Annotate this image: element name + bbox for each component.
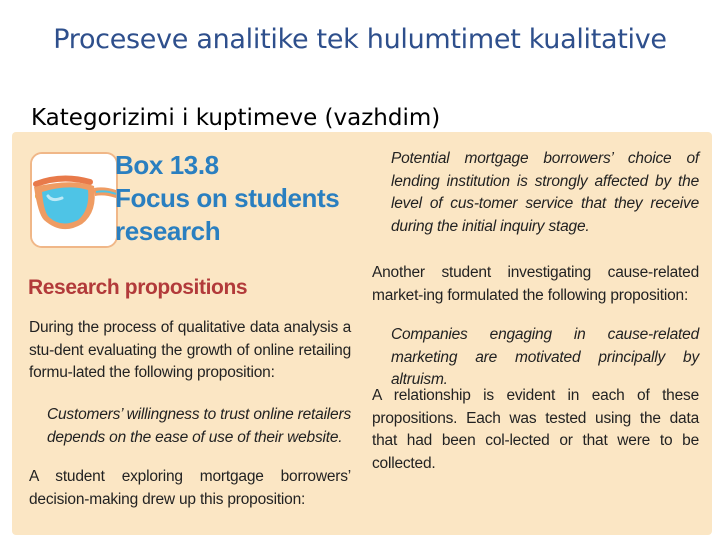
right-proposition: Companies engaging in cause-related marketing are motivated principally by altruism. — [391, 326, 699, 388]
slide-title: Proceseve analitike tek hulumtimet kualitative — [53, 24, 667, 55]
right-paragraph: A relationship is evident in each of these propositions. Each was tested using the data that had been col-lected or that were to be collected. — [372, 387, 699, 472]
box-number: Box 13.8 — [115, 150, 219, 180]
right-paragraph: Another student investigating cause-related market-ing formulated the following proposition: — [372, 264, 699, 304]
sunglasses-icon — [30, 152, 118, 248]
right-proposition: Potential mortgage borrowers’ choice of lending institution is strongly affected by the level of cus-tomer service that they receive during the initial inquiry stage. — [391, 150, 699, 235]
slide-subtitle: Kategorizimi i kuptimeve (vazhdim) — [31, 105, 441, 131]
left-proposition: Customers’ willingness to trust online retailers depends on the ease of use of their website. — [47, 406, 351, 446]
section-heading: Research propositions — [28, 276, 248, 299]
box-heading: Focus on students research — [115, 183, 340, 246]
left-paragraph: During the process of qualitative data analysis a stu-dent evaluating the growth of online retailing formu-lated the following proposition: — [29, 319, 351, 381]
left-paragraph: A student exploring mortgage borrowers’ decision-making drew up this proposition: — [29, 468, 351, 508]
box-13-8 — [12, 132, 712, 535]
